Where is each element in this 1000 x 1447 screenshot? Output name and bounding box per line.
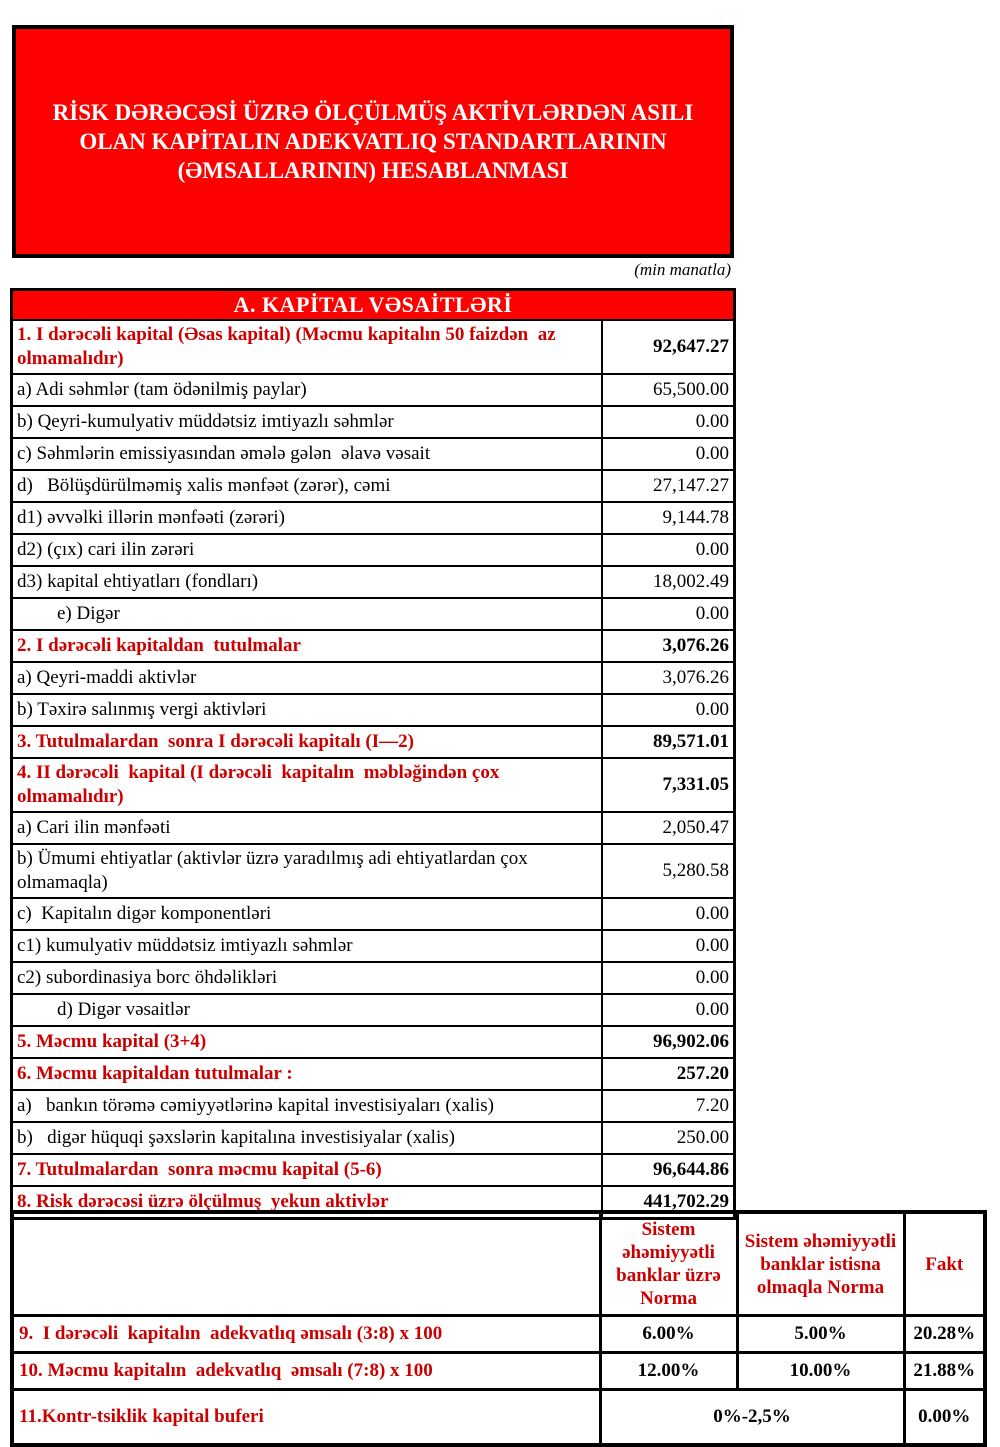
row-value: 27,147.27 <box>602 470 735 502</box>
row-value: 18,002.49 <box>602 566 735 598</box>
ratio-header-row <box>12 1212 985 1316</box>
table-row <box>12 374 735 406</box>
row-value: 250.00 <box>602 1122 735 1154</box>
row-label: 8. Risk dərəcəsi üzrə ölçülmuş yekun aktivlər <box>12 1186 602 1219</box>
ratio-row-total-adequacy <box>12 1353 985 1390</box>
table-row <box>12 1026 735 1058</box>
report-title-banner <box>12 25 734 258</box>
report-title-line-3: (ƏMSALLARININ) HESABLANMASI <box>177 158 569 183</box>
row-label: a) bankın törəmə cəmiyyətlərinə kapital investisiyaları (xalis) <box>12 1090 602 1122</box>
row-label: d3) kapital ehtiyatları (fondları) <box>12 566 602 598</box>
row-label: a) Qeyri-maddi aktivlər <box>12 662 602 694</box>
ratio-row-tier1-adequacy <box>12 1316 985 1353</box>
table-row <box>12 898 735 930</box>
ratio-row-countercyclical-buffer <box>12 1390 985 1446</box>
table-row <box>12 1058 735 1090</box>
row-value: 0.00 <box>602 406 735 438</box>
row-label: c2) subordinasiya borc öhdəlikləri <box>12 962 602 994</box>
row-value: 0.00 <box>602 930 735 962</box>
section-a-header-row <box>12 290 735 321</box>
row-value: 96,644.86 <box>602 1154 735 1186</box>
row-value: 0.00 <box>602 962 735 994</box>
row-value: 96,902.06 <box>602 1026 735 1058</box>
ratio-norm-other-value: 5.00% <box>737 1316 904 1353</box>
row-label: d) Bölüşdürülməmiş xalis mənfəət (zərər), cəmi <box>12 470 602 502</box>
row-label: d) Digər vəsaitlər <box>12 994 602 1026</box>
row-label: 1. I dərəcəli kapital (Əsas kapital) (Məcmu kapitalın 50 faizdən az olmamalıdır) <box>12 320 602 374</box>
table-row <box>12 962 735 994</box>
row-label: 3. Tutulmalardan sonra I dərəcəli kapitalı (I—2) <box>12 726 602 758</box>
table-row <box>12 758 735 812</box>
ratio-norm-systemic-value: 6.00% <box>600 1316 737 1353</box>
table-row <box>12 844 735 898</box>
row-label: c1) kumulyativ müddətsiz imtiyazlı səhmlər <box>12 930 602 962</box>
row-label: b) Təxirə salınmış vergi aktivləri <box>12 694 602 726</box>
ratio-norm-systemic-value: 12.00% <box>600 1353 737 1390</box>
row-value: 0.00 <box>602 438 735 470</box>
report-title-line-2: OLAN KAPİTALIN ADEKVATLIQ STANDARTLARININ <box>79 129 667 154</box>
table-row <box>12 812 735 844</box>
row-value: 3,076.26 <box>602 662 735 694</box>
report-title-line-1: RİSK DƏRƏCƏSİ ÜZRƏ ÖLÇÜLMÜŞ AKTİVLƏRDƏN ASILI <box>52 100 694 125</box>
table-row <box>12 1122 735 1154</box>
table-row <box>12 470 735 502</box>
row-value: 7.20 <box>602 1090 735 1122</box>
ratio-row-label: 11.Kontr-tsiklik kapital buferi <box>12 1390 600 1446</box>
row-value: 7,331.05 <box>602 758 735 812</box>
ratio-row-label: 10. Məcmu kapitalın adekvatlıq əmsalı (7:8) x 100 <box>12 1353 600 1390</box>
row-label: c) Səhmlərin emissiyasından əmələ gələn əlavə vəsait <box>12 438 602 470</box>
row-label: 2. I dərəcəli kapitaldan tutulmalar <box>12 630 602 662</box>
row-value: 257.20 <box>602 1058 735 1090</box>
row-label: b) Qeyri-kumulyativ müddətsiz imtiyazlı səhmlər <box>12 406 602 438</box>
row-label: b) Ümumi ehtiyatlar (aktivlər üzrə yaradılmış adi ehtiyatlardan çox olmamaqla) <box>12 844 602 898</box>
row-value: 5,280.58 <box>602 844 735 898</box>
ratio-header-empty-cell <box>12 1212 600 1316</box>
table-row <box>12 566 735 598</box>
row-label: a) Adi səhmlər (tam ödənilmiş paylar) <box>12 374 602 406</box>
ratio-fact-value: 20.28% <box>904 1316 985 1353</box>
unit-note: (min manatla) <box>634 260 731 279</box>
row-value: 0.00 <box>602 694 735 726</box>
row-value: 0.00 <box>602 598 735 630</box>
section-a-header: A. KAPİTAL VƏSAİTLƏRİ <box>12 290 735 321</box>
row-value: 65,500.00 <box>602 374 735 406</box>
table-row <box>12 1090 735 1122</box>
buffer-norm-range-value: 0%-2,5% <box>600 1390 904 1446</box>
row-label: e) Digər <box>12 598 602 630</box>
table-row <box>12 438 735 470</box>
ratio-header-fact: Fakt <box>904 1212 985 1316</box>
table-row <box>12 534 735 566</box>
row-value: 441,702.29 <box>602 1186 735 1219</box>
table-row <box>12 930 735 962</box>
table-row <box>12 994 735 1026</box>
capital-table <box>10 288 736 1220</box>
table-row <box>12 1154 735 1186</box>
row-value: 9,144.78 <box>602 502 735 534</box>
ratio-norm-other-value: 10.00% <box>737 1353 904 1390</box>
ratio-row-label: 9. I dərəcəli kapitalın adekvatlıq əmsalı (3:8) x 100 <box>12 1316 600 1353</box>
row-value: 3,076.26 <box>602 630 735 662</box>
table-row <box>12 726 735 758</box>
row-label: a) Cari ilin mənfəəti <box>12 812 602 844</box>
table-row <box>12 406 735 438</box>
row-label: 5. Məcmu kapital (3+4) <box>12 1026 602 1058</box>
table-row <box>12 662 735 694</box>
row-label: d1) əvvəlki illərin mənfəəti (zərəri) <box>12 502 602 534</box>
table-row <box>12 694 735 726</box>
row-label: 7. Tutulmalardan sonra məcmu kapital (5-6) <box>12 1154 602 1186</box>
ratio-header-norm-systemic: Sistem əhəmiyyətli banklar üzrə Norma <box>600 1212 737 1316</box>
ratio-fact-value: 0.00% <box>904 1390 985 1446</box>
row-value: 89,571.01 <box>602 726 735 758</box>
row-value: 0.00 <box>602 534 735 566</box>
row-label: b) digər hüquqi şəxslərin kapitalına investisiyalar (xalis) <box>12 1122 602 1154</box>
ratio-fact-value: 21.88% <box>904 1353 985 1390</box>
row-label: c) Kapitalın digər komponentləri <box>12 898 602 930</box>
row-label: 4. II dərəcəli kapital (I dərəcəli kapitalın məbləğindən çox olmamalıdır) <box>12 758 602 812</box>
table-row <box>12 630 735 662</box>
ratio-header-norm-other: Sistem əhəmiyyətli banklar istisna olmaqla Norma <box>737 1212 904 1316</box>
row-value: 2,050.47 <box>602 812 735 844</box>
table-row <box>12 502 735 534</box>
table-row <box>12 598 735 630</box>
row-value: 0.00 <box>602 898 735 930</box>
row-value: 92,647.27 <box>602 320 735 374</box>
row-value: 0.00 <box>602 994 735 1026</box>
table-row <box>12 320 735 374</box>
ratio-table <box>10 1210 987 1447</box>
row-label: d2) (çıx) cari ilin zərəri <box>12 534 602 566</box>
row-label: 6. Məcmu kapitaldan tutulmalar : <box>12 1058 602 1090</box>
